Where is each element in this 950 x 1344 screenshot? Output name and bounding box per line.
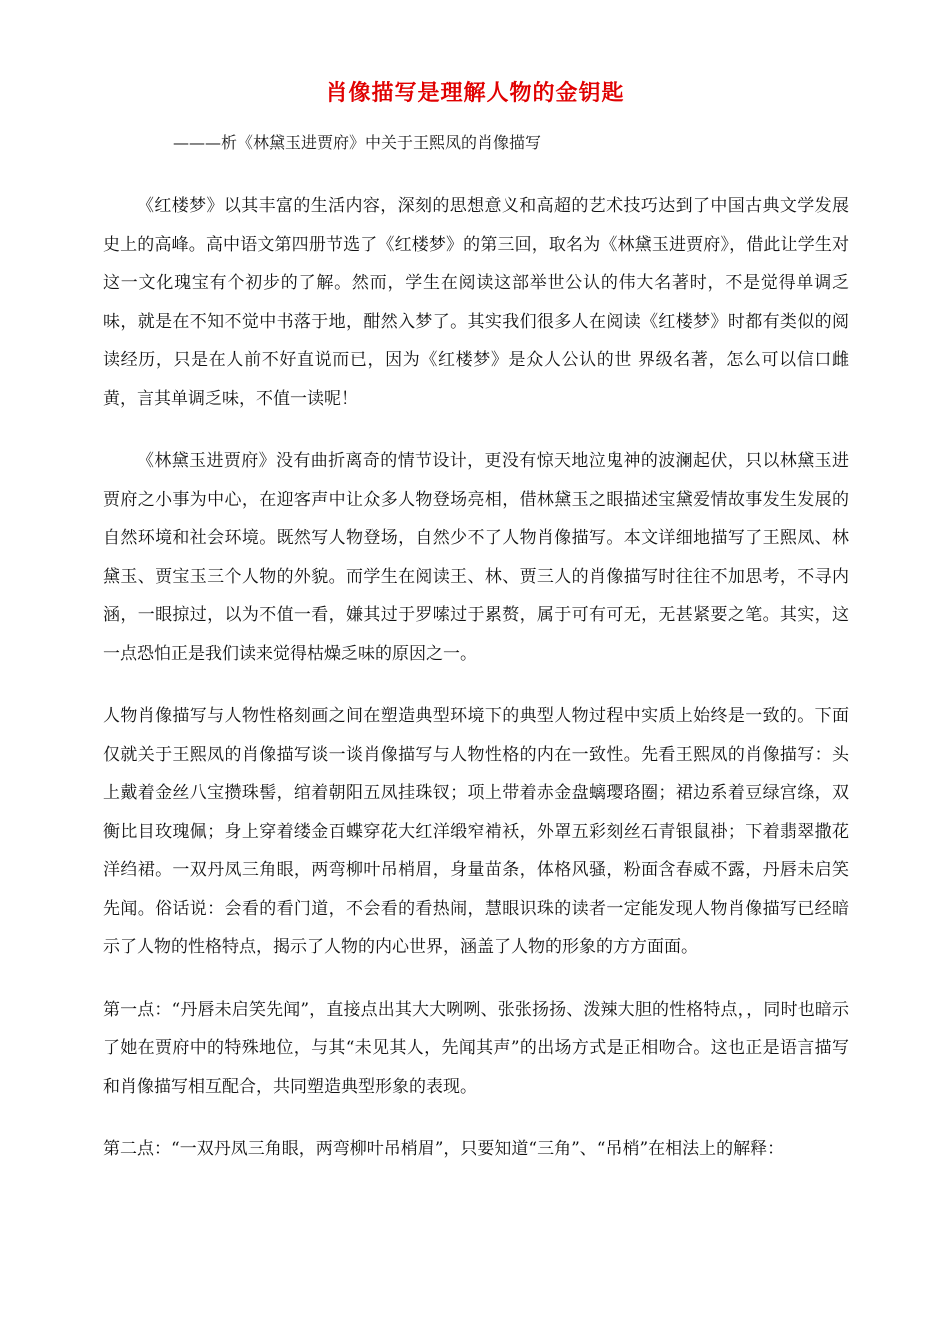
paragraph-plot: 《林黛玉进贾府》没有曲折离奇的情节设计，更没有惊天地泣鬼神的波澜起伏，只以林黛玉进贾府之小事为中心，在迎客声中让众多人物登场亮相，借林黛玉之眼描述宝黛爱情故事发生发展的自然环境和社会环境。既然写人物登场，自然少不了人物肖像描写。本文详细地描写了王熙凤、林黛玉、贾宝玉三个人物的外貌。而学生在阅读王、林、贾三人的肖像描写时往往不加思考，不寻内涵，一眼掠过，以为不值一看，嫌其过于罗嗦过于累赘，属于可有可无，无甚紧要之笔。其实，这一点恐怕正是我们读来觉得枯燥乏味的原因之一。 (103, 451, 849, 664)
paragraph-portrait: 人物肖像描写与人物性格刻画之间在塑造典型环境下的典型人物过程中实质上始终是一致的。下面仅就关于王熙凤的肖像描写谈一谈肖像描写与人物性格的内在一致性。先看王熙凤的肖像描写：头上戴着金丝八宝攒珠髻，绾着朝阳五凤挂珠钗；项上带着赤金盘螭璎珞圈；裙边系着豆绿宫绦，双衡比目玫瑰佩；身上穿着缕金百蝶穿花大红洋缎窄褃袄，外罩五彩刻丝石青银鼠褂；下着翡翠撒花洋绉裙。一双丹凤三角眼，两弯柳叶吊梢眉，身量苗条，体格风骚，粉面含春威不露，丹唇未启笑先闻。俗话说：会看的看门道，不会看的看热闹，慧眼识珠的读者一定能发现人物肖像描写已经暗示了人物的性格特点，揭示了人物的内心世界，涵盖了人物的形象的方方面面。 (103, 706, 849, 957)
paragraph-intro: 《红楼梦》以其丰富的生活内容，深刻的思想意义和高超的艺术技巧达到了中国古典文学发展史上的高峰。高中语文第四册节选了《红楼梦》的第三回，取名为《林黛玉进贾府》，借此让学生对这一文化瑰宝有个初步的了解。然而，学生在阅读这部举世公认的伟大名著时，不是觉得单调乏味，就是在不知不觉中书落于地，酣然入梦了。其实我们很多人在阅读《红楼梦》时都有类似的阅读经历，只是在人前不好直说而已，因为《红楼梦》是众人公认的世 界级名著，怎么可以信口雌黄，言其单调乏味，不值一读呢！ (103, 196, 849, 409)
paragraph-point-two: 第二点：“一双丹凤三角眼，两弯柳叶吊梢眉”，只要知道“三角”、“吊梢”在相法上的解释： (103, 1139, 785, 1159)
document-title: 肖像描写是理解人物的金钥匙 (325, 81, 625, 106)
document-subtitle: ———析《林黛玉进贾府》中关于王熙凤的肖像描写 (173, 133, 542, 152)
document-body (103, 187, 849, 1193)
paragraph-point-one: 第一点：“丹唇未启笑先闻”，直接点出其大大咧咧、张张扬扬、泼辣大胆的性格特点，，同时也暗示了她在贾府中的特殊地位，与其“未见其人，先闻其声”的出场方式是正相吻合。这也正是语言描写和肖像描写相互配合，共同塑造典型形象的表现。 (103, 999, 849, 1097)
